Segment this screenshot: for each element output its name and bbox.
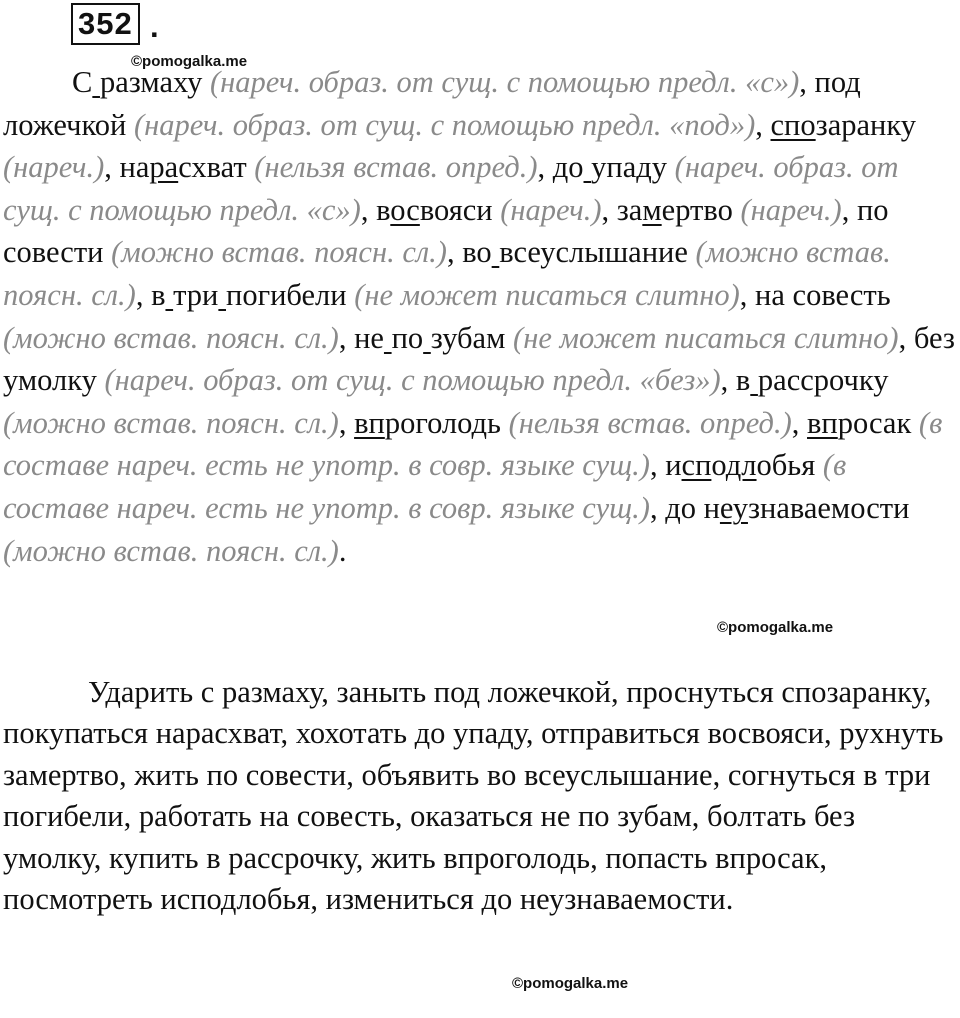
grammar-note: (нельзя встав. опред.): [508, 405, 792, 440]
grammar-note: (нареч.): [500, 192, 602, 227]
word-part: на совесть: [755, 277, 891, 312]
underlined-spelling: [384, 321, 392, 355]
grammar-note: (можно встав. поясн. сл.): [3, 405, 339, 440]
grammar-note: (нареч. образ. от сущ. с помощью предл. «под»): [133, 107, 756, 142]
punctuation: ,: [791, 405, 800, 440]
word-part: до н: [665, 490, 720, 525]
word-part: вояси: [419, 192, 493, 227]
punctuation: ,: [338, 320, 347, 355]
punctuation: ,: [537, 150, 546, 185]
grammar-note: (не может писаться слитно): [354, 277, 740, 312]
word-part: обья: [756, 448, 816, 483]
grammar-note: (нареч. образ. от сущ. с помощью предл. «без»): [104, 363, 721, 398]
exercise-number-dot: .: [150, 9, 159, 44]
underlined-spelling: еу: [719, 490, 748, 525]
word-part: в: [735, 363, 751, 398]
adverb-word: [354, 321, 505, 355]
grammar-note: (нареч. образ. от сущ. с помощью предл. «с»): [209, 65, 800, 99]
adverb-word: [151, 278, 347, 312]
word-part: размаху: [99, 65, 203, 99]
underlined-spelling: дл: [725, 448, 757, 483]
underlined-spelling: ос: [390, 192, 420, 227]
punctuation: ,: [649, 490, 658, 525]
answer-paragraph-phrases: Ударить с размаху, заныть под ложечкой, проснуться спозаранку, покупаться нарасхват, хохотать до упаду, отправиться восвояси, рухнуть замертво, жить по совести, объявить во всеуслышание, согнуться в три погибели, работать на совесть, оказаться не по зубам, болтать без умолку, купить в рассрочку, жить впроголодь, попасть впросак, посмотреть исподлобья, измениться до неузнаваемости.: [3, 675, 944, 917]
punctuation: ,: [799, 65, 807, 99]
word-part: ертво: [661, 192, 733, 227]
adverb-word: [771, 108, 916, 142]
underlined-spelling: м: [642, 192, 662, 227]
word-part: за: [616, 192, 643, 227]
grammar-note: (нареч. образ. от сущ. с помощью предл. «с»): [3, 150, 899, 227]
underlined-spelling: [165, 278, 173, 312]
adverb-word: [376, 193, 493, 227]
word-part: три: [173, 277, 219, 312]
underlined-spelling: сп: [681, 448, 712, 483]
punctuation: ,: [720, 363, 729, 398]
punctuation: ,: [446, 235, 455, 270]
word-part: заранку: [815, 107, 916, 142]
word-part: во: [462, 235, 492, 270]
underlined-spelling: спо: [770, 107, 816, 142]
adverb-word: [617, 193, 733, 227]
word-part: до: [552, 150, 584, 185]
underlined-spelling: вп: [807, 405, 838, 440]
grammar-note: (в составе нареч. есть не употр. в совр. языке сущ.): [3, 405, 943, 483]
word-part: в: [151, 277, 166, 312]
punctuation: ,: [338, 405, 347, 440]
watermark: ©pomogalka.me: [131, 53, 248, 70]
word-part: умолку: [3, 363, 97, 398]
word-part: знаваемости: [747, 490, 910, 525]
word-part: совести: [3, 235, 104, 270]
underlined-spelling: ра: [149, 150, 179, 185]
word-part: и: [665, 448, 682, 483]
word-part: без: [913, 320, 955, 355]
grammar-note: (не может писаться слитно): [513, 320, 899, 355]
grammar-note: (нареч.): [3, 150, 105, 185]
word-part: росак: [837, 405, 912, 440]
watermark: ©pomogalka.me: [512, 975, 629, 992]
underlined-spelling: [218, 278, 226, 312]
grammar-note: (можно встав. поясн. сл.): [3, 235, 891, 312]
grammar-note: (можно встав. поясн. сл.): [3, 320, 339, 355]
word-part: упаду: [591, 150, 668, 185]
punctuation: ,: [601, 192, 610, 227]
punctuation: ,: [135, 277, 144, 312]
grammar-note: (нельзя встав. опред.): [254, 150, 538, 185]
word-part: о: [711, 448, 726, 483]
adverb-word: [755, 278, 891, 312]
word-part: роголодь: [384, 405, 501, 440]
grammar-note: (нареч.): [740, 192, 842, 227]
adverb-word: [120, 150, 247, 184]
exercise-number: 352: [71, 3, 140, 45]
punctuation: .: [338, 533, 347, 568]
grammar-note: (в составе нареч. есть не употр. в совр. языке сущ.): [3, 448, 847, 525]
punctuation: ,: [649, 448, 658, 483]
word-part: в: [376, 192, 391, 227]
adverb-word: [807, 406, 911, 440]
word-part: рассрочку: [757, 363, 889, 398]
adverb-word: [72, 65, 202, 99]
word-part: не: [354, 320, 384, 355]
adverb-word: [354, 406, 501, 440]
underlined-spelling: [750, 363, 758, 397]
word-part: схват: [178, 150, 247, 185]
word-part: на: [119, 150, 150, 185]
word-part: всеуслышание: [499, 235, 688, 270]
punctuation: ,: [841, 192, 850, 227]
punctuation: ,: [360, 192, 369, 227]
word-part: ложечкой: [3, 107, 127, 142]
adverb-word: [665, 491, 909, 525]
punctuation: ,: [739, 277, 748, 312]
adverb-word: [462, 235, 688, 269]
adverb-word: [665, 448, 815, 482]
adverb-word: [553, 150, 667, 184]
underlined-spelling: вп: [354, 405, 385, 440]
grammar-note: (можно встав. поясн. сл.): [3, 533, 339, 568]
word-part: погибели: [226, 277, 347, 312]
watermark: ©pomogalka.me: [717, 619, 834, 636]
word-part: по: [856, 192, 889, 227]
word-part: по: [391, 320, 424, 355]
punctuation: ,: [898, 320, 907, 355]
underlined-spelling: [584, 150, 592, 184]
word-part: зубам: [430, 320, 506, 355]
answer-paragraph-analysis: [3, 61, 959, 572]
adverb-word: [736, 363, 889, 397]
punctuation: ,: [755, 107, 763, 142]
underlined-spelling: [423, 321, 431, 355]
word-part: под: [814, 65, 861, 99]
word-part: С: [72, 65, 93, 99]
grammar-note: (можно встав. поясн. сл.): [111, 235, 447, 270]
punctuation: ,: [104, 150, 112, 185]
underlined-spelling: [92, 65, 100, 99]
